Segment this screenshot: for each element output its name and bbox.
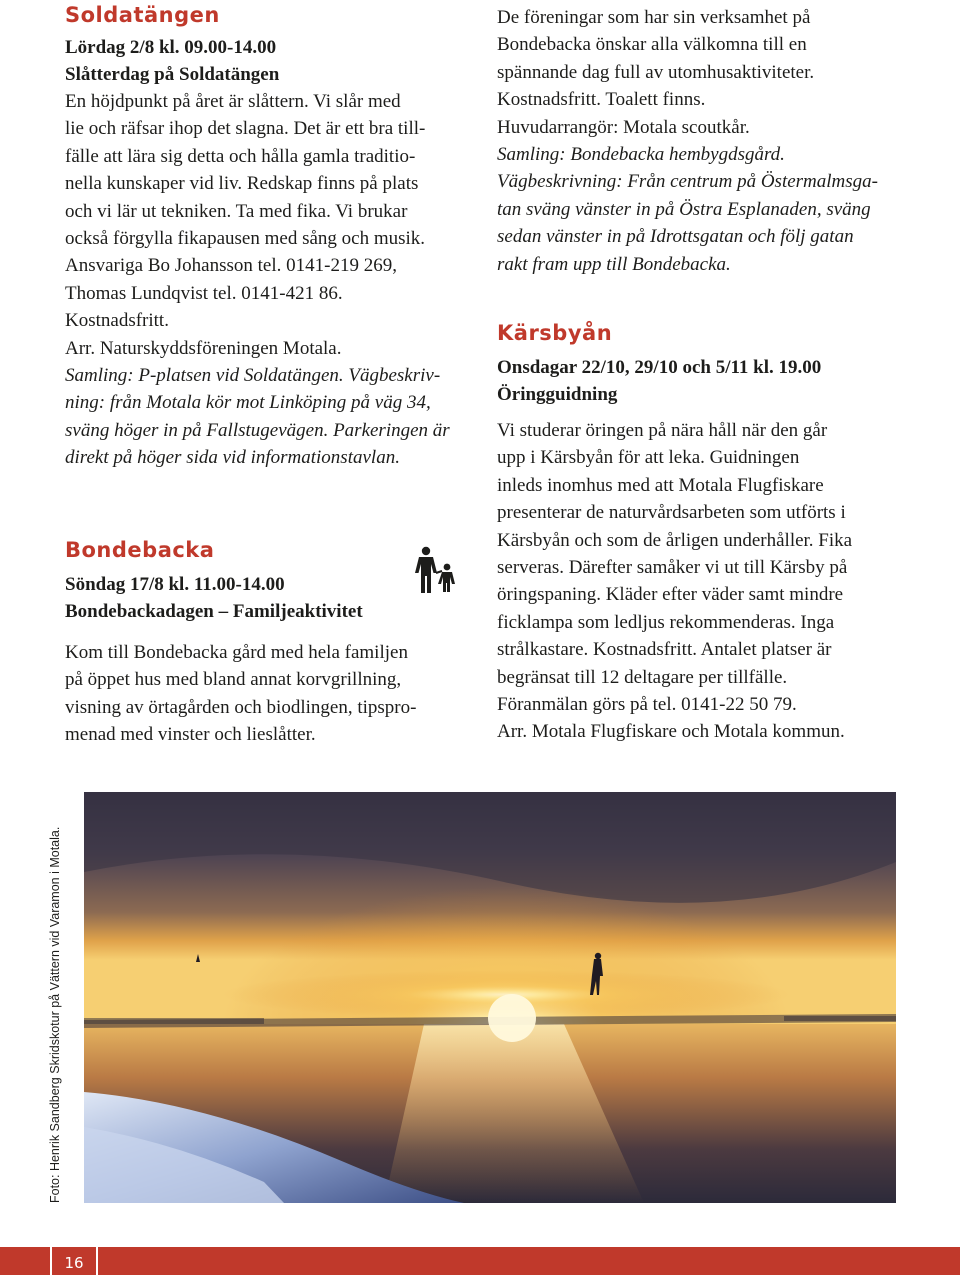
body-line: visning av örtagården och biodlingen, tipspro- bbox=[65, 696, 417, 718]
meeting-directions bbox=[65, 362, 485, 472]
body-line: öringspaning. Kläder efter väder samt mindre bbox=[497, 584, 844, 606]
body-line: nella kunskaper vid liv. Redskap finns på plats bbox=[65, 173, 419, 195]
body-line: Kostnadsfritt. bbox=[65, 310, 169, 332]
event-description bbox=[497, 417, 917, 746]
body-line: på öppet hus med bland annat korvgrillning, bbox=[65, 669, 402, 691]
body-line: Kärsbyån och som de årligen underhåller. Fika bbox=[497, 529, 853, 551]
karsbyan-section bbox=[497, 320, 917, 746]
body-line: Föranmälan görs på tel. 0141-22 50 79. bbox=[497, 694, 797, 716]
italic-line: direkt på höger sida vid informationstavlan. bbox=[65, 447, 400, 469]
family-icon bbox=[414, 546, 458, 596]
body-line: också förgylla fikapausen med sång och musik. bbox=[65, 228, 426, 250]
event-date: Lördag 2/8 kl. 09.00-14.00 bbox=[65, 37, 277, 58]
body-line: En höjdpunkt på året är slåttern. Vi slår med bbox=[65, 91, 401, 112]
footer-bar bbox=[0, 1247, 960, 1275]
body-line: menad med vinster och lieslåtter. bbox=[65, 724, 316, 746]
body-line: presenterar de naturvårdsarbeten som utförts i bbox=[497, 502, 846, 524]
bondebacka-continued bbox=[497, 4, 917, 278]
italic-line: Samling: Bondebacka hembygdsgård. bbox=[497, 144, 785, 166]
page-number-box bbox=[50, 1247, 98, 1275]
italic-line: tan sväng vänster in på Östra Esplanaden, sväng bbox=[497, 198, 871, 220]
body-line: spännande dag full av utomhusaktiviteter. bbox=[497, 61, 815, 83]
body-line: Thomas Lundqvist tel. 0141-421 86. bbox=[65, 282, 343, 304]
soldatangen-section bbox=[65, 2, 485, 472]
italic-line: rakt fram upp till Bondebacka. bbox=[497, 253, 731, 275]
body-line: Vi studerar öringen på nära håll när den går bbox=[497, 420, 828, 441]
section-heading-karsbyan: Kärsbyån bbox=[497, 321, 613, 345]
page-number: 16 bbox=[64, 1254, 84, 1272]
meeting-directions bbox=[497, 141, 917, 278]
event-title: Öringguidning bbox=[497, 384, 618, 405]
body-line: Kom till Bondebacka gård med hela familjen bbox=[65, 642, 408, 663]
body-line: Arr. Motala Flugfiskare och Motala kommun. bbox=[497, 721, 845, 743]
body-line: Bondebacka önskar alla välkomna till en bbox=[497, 34, 807, 56]
body-line: Ansvariga Bo Johansson tel. 0141-219 269, bbox=[65, 255, 397, 277]
section-heading-bondebacka: Bondebacka bbox=[65, 538, 215, 562]
section-heading-soldatangen: Soldatängen bbox=[65, 3, 220, 27]
italic-line: sväng höger in på Fallstugevägen. Parkeringen är bbox=[65, 419, 450, 441]
body-line: lie och räfsar ihop det slagna. Det är ett bra till- bbox=[65, 118, 426, 140]
italic-line: sedan vänster in på Idrottsgatan och följ gatan bbox=[497, 226, 854, 248]
event-date: Onsdagar 22/10, 29/10 och 5/11 kl. 19.00 bbox=[497, 357, 822, 378]
body-line: och vi lär ut tekniken. Ta med fika. Vi brukar bbox=[65, 200, 408, 222]
italic-line: Vägbeskrivning: Från centrum på Östermalmsga- bbox=[497, 171, 879, 193]
italic-line: Samling: P-platsen vid Soldatängen. Vägbeskriv- bbox=[65, 365, 441, 387]
body-line: ficklampa som ledljus rekommenderas. Inga bbox=[497, 611, 835, 633]
body-line: fälle att lära sig detta och hålla gamla traditio- bbox=[65, 145, 416, 167]
body-line: begränsat till 12 deltagare per tillfälle. bbox=[497, 666, 788, 688]
italic-line: ning: från Motala kör mot Linköping på väg 34, bbox=[65, 392, 431, 414]
body-line: serveras. Därefter samåker vi ut till Kärsby på bbox=[497, 557, 848, 579]
body-line: Huvudarrangör: Motala scoutkår. bbox=[497, 116, 750, 138]
body-line: Kostnadsfritt. Toalett finns. bbox=[497, 89, 706, 111]
event-description bbox=[65, 88, 485, 362]
event-title: Slåtterdag på Soldatängen bbox=[65, 64, 280, 85]
body-line: Arr. Naturskyddsföreningen Motala. bbox=[65, 337, 342, 359]
photo-credit: Foto: Henrik Sandberg Skridskotur på Vättern vid Varamon i Motala. bbox=[48, 826, 62, 1203]
body-line: De föreningar som har sin verksamhet på bbox=[497, 7, 811, 28]
body-line: inleds inomhus med att Motala Flugfiskare bbox=[497, 474, 824, 496]
event-title: Bondebackadagen – Familjeaktivitet bbox=[65, 601, 363, 622]
body-line: upp i Kärsbyån för att leka. Guidningen bbox=[497, 447, 800, 469]
event-date: Söndag 17/8 kl. 11.00-14.00 bbox=[65, 574, 285, 595]
body-line: strålkastare. Kostnadsfritt. Antalet platser är bbox=[497, 639, 832, 661]
bondebacka-continued-text bbox=[497, 4, 917, 141]
sunset-ice-photo bbox=[84, 792, 896, 1203]
event-description bbox=[65, 639, 485, 749]
